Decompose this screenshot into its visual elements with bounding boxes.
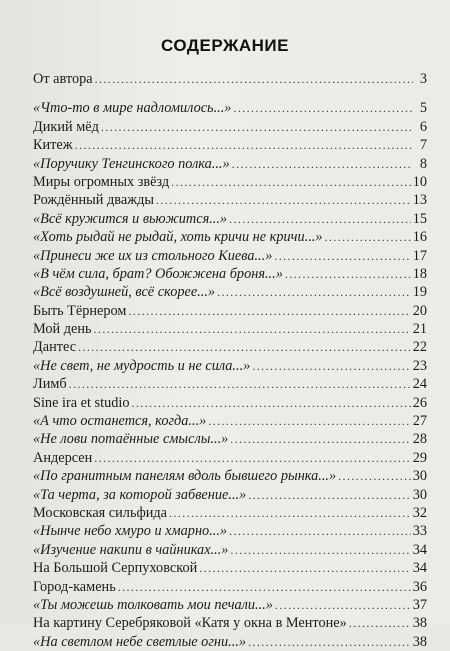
- toc-leader-dots: [169, 504, 411, 522]
- toc-entry: [33, 70, 427, 88]
- toc-leader-dots: [285, 265, 411, 283]
- toc-entry-title: Лимб: [33, 376, 67, 393]
- toc-leader-dots: [229, 210, 411, 228]
- toc-entry: [33, 486, 427, 504]
- toc-entry-page: 5: [419, 100, 427, 117]
- toc-entry-page: 34: [412, 541, 427, 558]
- toc-leader-dots: [230, 430, 410, 448]
- toc-entry-page: 24: [412, 376, 427, 393]
- toc-entry-page: 23: [412, 357, 427, 374]
- toc-entry: [33, 265, 427, 283]
- toc-entry: [33, 118, 427, 136]
- toc-leader-dots: [338, 467, 411, 485]
- toc-entry-title: «Поручику Тенгинского полка...»: [33, 155, 230, 172]
- toc-entry-page: 38: [412, 615, 427, 632]
- toc-entry-title: «А что останется, когда...»: [33, 413, 207, 430]
- toc-leader-dots: [230, 541, 410, 559]
- toc-entry: [33, 357, 427, 375]
- toc-entry: [33, 99, 427, 117]
- toc-entry-page: 26: [412, 394, 427, 411]
- toc-entry: [33, 614, 427, 632]
- toc-entry-title: Андерсен: [33, 449, 93, 466]
- toc-leader-dots: [232, 155, 413, 173]
- toc-entry-page: 6: [419, 118, 427, 135]
- toc-entry: [33, 155, 427, 173]
- toc-entry-title: «Та черта, за которой забвение...»: [33, 486, 247, 503]
- toc-leader-dots: [208, 412, 410, 430]
- toc-entry: [33, 283, 427, 301]
- toc-entry-page: 27: [412, 413, 427, 430]
- toc-entry: [33, 633, 427, 651]
- toc-entry-title: «Хоть рыдай не рыдай, хоть кричи не кричи...»: [33, 229, 323, 246]
- toc-leader-dots: [132, 394, 411, 412]
- toc-leader-dots: [248, 633, 411, 651]
- toc-entry-page: 7: [419, 137, 427, 154]
- toc-entry: [33, 559, 427, 577]
- toc-entry-title: «Всё кружится и вьюжится...»: [33, 210, 228, 227]
- toc-entry-page: 13: [412, 192, 427, 209]
- toc-entry-title: От автора: [33, 70, 93, 87]
- toc-entry-title: «По гранитным панелям вдоль бывшего рынка...»: [33, 468, 337, 485]
- toc-leader-dots: [95, 70, 413, 88]
- toc-entry-page: 8: [419, 155, 427, 172]
- toc-entry-title: Китеж: [33, 137, 73, 154]
- toc-entry: [33, 578, 427, 596]
- toc-leader-dots: [118, 578, 411, 596]
- toc-entry-page: 15: [412, 210, 427, 227]
- toc-leader-dots: [233, 99, 413, 117]
- table-of-contents: [33, 70, 427, 651]
- toc-entry-title: «Нынче небо хмуро и хмарно...»: [33, 523, 228, 540]
- toc-leader-dots: [156, 191, 411, 209]
- toc-entry-title: «Ты можешь толковать мои печали...»: [33, 596, 273, 613]
- toc-entry-title: Мой день: [33, 321, 92, 338]
- toc-entry: [33, 394, 427, 412]
- toc-entry: [33, 504, 427, 522]
- toc-entry-page: 28: [412, 431, 427, 448]
- toc-entry-title: На картину Серебряковой «Катя у окна в Ментоне»: [33, 615, 347, 632]
- toc-entry-page: 30: [412, 486, 427, 503]
- toc-entry-page: 30: [412, 468, 427, 485]
- toc-entry-title: Рождённый дважды: [33, 192, 154, 209]
- toc-leader-dots: [325, 228, 411, 246]
- toc-leader-dots: [101, 118, 413, 136]
- toc-entry-page: 17: [412, 247, 427, 264]
- toc-entry-title: «В чём сила, брат? Обожжена броня...»: [33, 265, 283, 282]
- toc-entry: [33, 173, 427, 191]
- toc-entry: [33, 320, 427, 338]
- toc-entry-title: Московская сильфида: [33, 504, 167, 521]
- toc-entry-title: «Изучение накипи в чайниках...»: [33, 541, 229, 558]
- toc-entry-title: «Не свет, не мудрость и не сила...»: [33, 357, 251, 374]
- toc-entry-title: Быть Тёрнером: [33, 302, 127, 319]
- toc-entry-page: 10: [412, 173, 427, 190]
- toc-leader-dots: [69, 375, 411, 393]
- toc-entry-title: Миры огромных звёзд: [33, 173, 170, 190]
- toc-entry: [33, 430, 427, 448]
- toc-entry-page: 3: [419, 70, 427, 87]
- toc-entry-page: 18: [412, 265, 427, 282]
- toc-entry: [33, 302, 427, 320]
- toc-leader-dots: [75, 136, 413, 154]
- toc-entry-title: На Большой Серпуховской: [33, 560, 198, 577]
- toc-entry-page: 21: [412, 321, 427, 338]
- toc-entry-page: 22: [412, 339, 427, 356]
- toc-leader-dots: [171, 173, 411, 191]
- toc-entry-page: 19: [412, 284, 427, 301]
- toc-entry-page: 20: [412, 302, 427, 319]
- toc-entry-title: «Не лови потаённые смыслы...»: [33, 431, 229, 448]
- toc-leader-dots: [229, 522, 411, 540]
- toc-leader-dots: [94, 320, 411, 338]
- toc-entry-page: 33: [412, 523, 427, 540]
- toc-leader-dots: [94, 449, 410, 467]
- toc-entry-title: Дантес: [33, 339, 77, 356]
- page-title: СОДЕРЖАНИЕ: [161, 36, 289, 55]
- toc-entry: [33, 467, 427, 485]
- toc-entry: [33, 338, 427, 356]
- toc-leader-dots: [274, 247, 410, 265]
- toc-entry: [33, 522, 427, 540]
- toc-entry-title: Дикий мёд: [33, 118, 99, 135]
- toc-entry-page: 32: [412, 504, 427, 521]
- toc-entry-title: «Что-то в мире надломилось...»: [33, 100, 232, 117]
- toc-entry-title: «На светлом небе светлые огни...»: [33, 633, 247, 650]
- toc-leader-dots: [217, 283, 411, 301]
- toc-entry: [33, 375, 427, 393]
- toc-leader-dots: [248, 486, 410, 504]
- toc-entry-title: «Всё воздушней, всё скорее...»: [33, 284, 216, 301]
- toc-leader-dots: [199, 559, 410, 577]
- toc-leader-dots: [128, 302, 410, 320]
- toc-entry: [33, 412, 427, 430]
- toc-entry-page: 34: [412, 560, 427, 577]
- toc-entry-page: 38: [412, 633, 427, 650]
- toc-entry: [33, 541, 427, 559]
- toc-entry-page: 29: [412, 449, 427, 466]
- toc-entry: [33, 449, 427, 467]
- toc-leader-dots: [275, 596, 411, 614]
- toc-entry-title: «Принеси же их из стольного Киева...»: [33, 247, 273, 264]
- toc-entry-page: 16: [412, 229, 427, 246]
- toc-leader-dots: [349, 614, 411, 632]
- toc-leader-dots: [78, 338, 411, 356]
- toc-entry: [33, 228, 427, 246]
- toc-entry: [33, 247, 427, 265]
- toc-entry: [33, 596, 427, 614]
- toc-entry: [33, 210, 427, 228]
- toc-entry-page: 36: [412, 578, 427, 595]
- toc-entry-title: Sine ira et studio: [33, 394, 130, 411]
- toc-leader-dots: [252, 357, 410, 375]
- toc-entry-page: 37: [412, 596, 427, 613]
- toc-entry-title: Город-камень: [33, 578, 116, 595]
- toc-entry: [33, 136, 427, 154]
- toc-entry: [33, 191, 427, 209]
